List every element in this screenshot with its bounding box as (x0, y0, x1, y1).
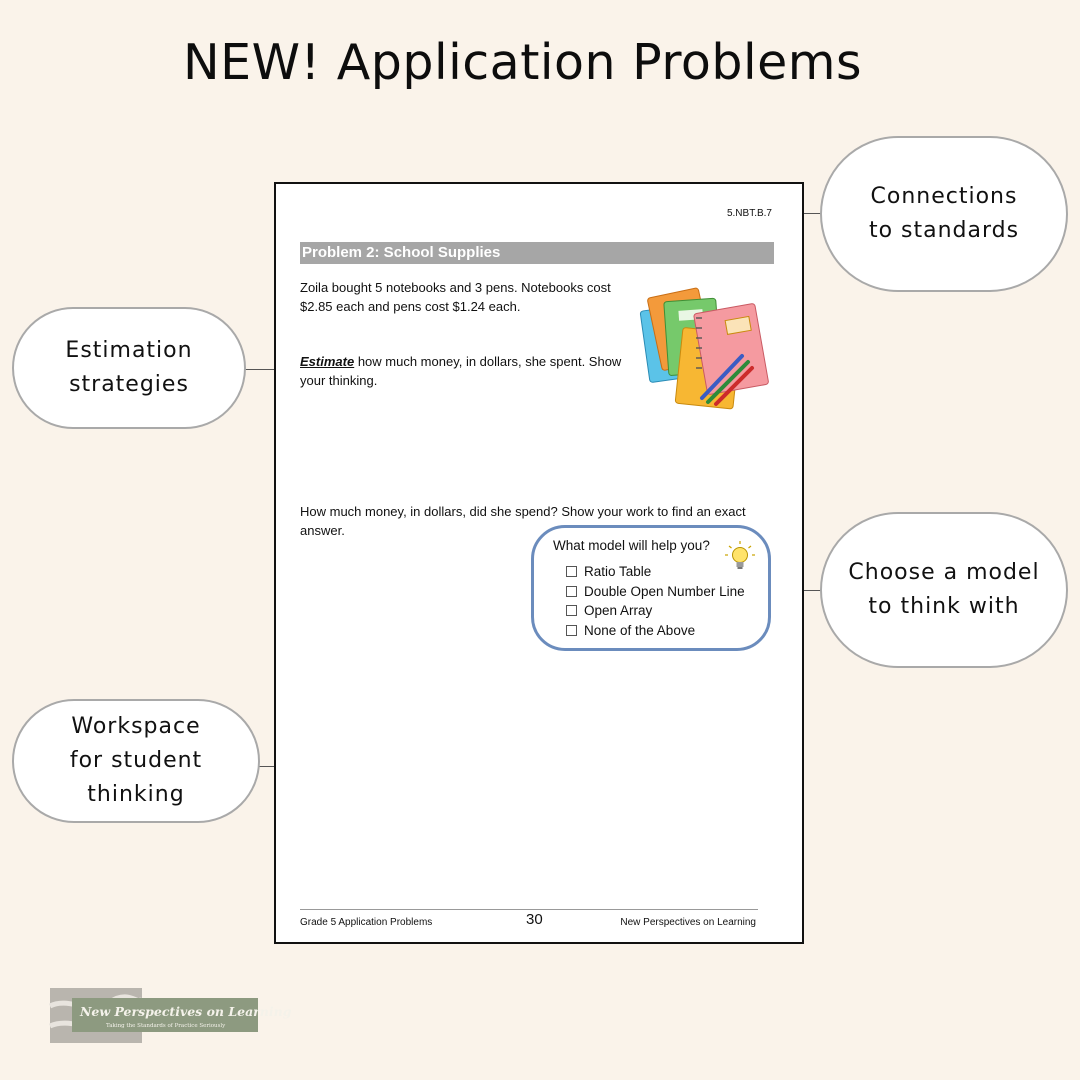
callout-estimation (12, 307, 246, 429)
estimate-prompt (300, 352, 625, 390)
worksheet-page (274, 182, 804, 944)
lightbulb-icon (724, 540, 756, 572)
problem-intro: Zoila bought 5 notebooks and 3 pens. Notebooks cost $2.85 each and pens cost $1.24 each. (300, 280, 611, 314)
notebooks-illustration (636, 278, 776, 418)
model-option-none[interactable] (566, 623, 695, 638)
model-option-open-array[interactable] (566, 603, 652, 618)
connector-estimation (244, 369, 274, 370)
problem-title-bar: Problem 2: School Supplies (300, 242, 774, 264)
callout-standards-text: Connections to standards (868, 184, 1020, 243)
estimate-rest: how much money, in dollars, she spent. Show your thinking. (300, 354, 622, 388)
option-label: None of the Above (584, 623, 696, 638)
estimate-word: Estimate (300, 354, 355, 369)
exact-question: How much money, in dollars, did she spend? Show your work to find an exact answer. (300, 504, 746, 538)
option-label: Double Open Number Line (584, 584, 745, 599)
callout-standards (820, 136, 1068, 292)
footer-left: Grade 5 Application Problems (300, 917, 433, 928)
footer-right: New Perspectives on Learning (620, 917, 756, 928)
model-question: What model will help you? (553, 538, 710, 553)
model-option-ratio-table[interactable] (566, 564, 651, 579)
npl-logo (50, 988, 292, 1043)
model-choice-box (531, 525, 771, 651)
checkbox[interactable] (566, 605, 577, 616)
model-option-double-number-line[interactable] (566, 584, 745, 599)
connector-workspace (258, 766, 274, 767)
callout-workspace-text: Workspace for student thinking (69, 714, 203, 807)
checkbox[interactable] (566, 566, 577, 577)
svg-text:New Perspectives on Learning: New Perspectives on Learning (80, 1004, 292, 1019)
standard-code: 5.NBT.B.7 (726, 208, 772, 219)
callout-model (820, 512, 1068, 668)
footer-divider (300, 909, 758, 910)
svg-text:Taking the Standards of Practi: Taking the Standards of Practice Seriously (106, 1023, 226, 1029)
footer-page-number: 30 (526, 911, 543, 928)
checkbox[interactable] (566, 625, 577, 636)
option-label: Ratio Table (584, 564, 652, 579)
callout-workspace (12, 699, 260, 823)
callout-model-text: Choose a model to think with (848, 560, 1040, 619)
option-label: Open Array (584, 603, 653, 618)
checkbox[interactable] (566, 586, 577, 597)
callout-estimation-text: Estimation strategies (65, 338, 193, 397)
page-title: NEW! Application Problems (182, 34, 862, 91)
